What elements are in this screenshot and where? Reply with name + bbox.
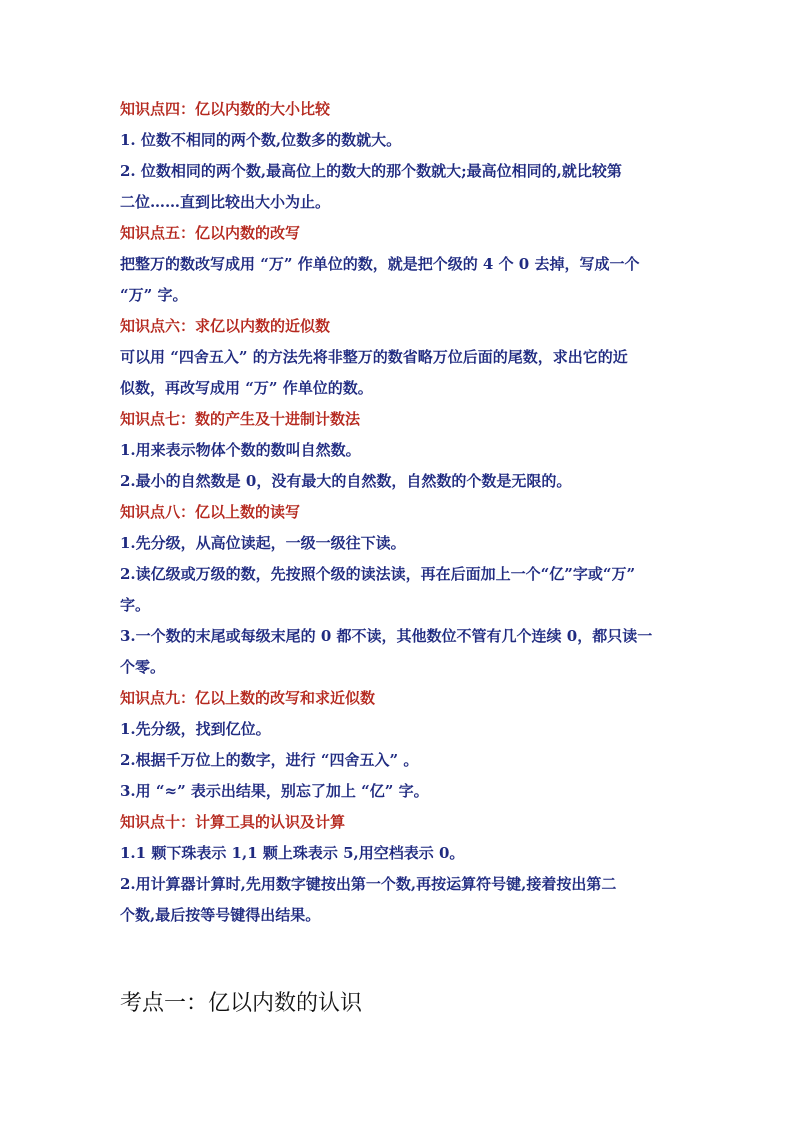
section-line: 3.用 “≈” 表示出结果，别忘了加上 “亿” 字。 [120, 782, 429, 800]
section-heading: 知识点十：计算工具的认识及计算 [120, 813, 346, 831]
section-line: 字。 [120, 596, 151, 614]
section-heading: 知识点四：亿以内数的大小比较 [120, 100, 331, 118]
section-heading: 知识点五：亿以内数的改写 [120, 224, 301, 242]
section-line: 二位……直到比较出大小为止。 [120, 193, 331, 211]
section-line: 个数,最后按等号键得出结果。 [120, 906, 321, 924]
section-line: “万” 字。 [120, 286, 188, 304]
section-line: 把整万的数改写成用 “万” 作单位的数，就是把个级的 4 个 0 去掉，写成一个 [120, 255, 640, 273]
section-heading: 知识点六：求亿以内数的近似数 [120, 317, 331, 335]
exam-point-title: 考点一：亿以内数的认识 [120, 991, 363, 1016]
section-line: 1.用来表示物体个数的数叫自然数。 [120, 441, 361, 459]
section-line: 1.先分级，从高位读起，一级一级往下读。 [120, 534, 406, 552]
section-line: 2.最小的自然数是 0，没有最大的自然数，自然数的个数是无限的。 [120, 472, 572, 490]
section-line: 似数，再改写成用 “万” 作单位的数。 [120, 379, 373, 397]
section-line: 1.1 颗下珠表示 1,1 颗上珠表示 5,用空档表示 0。 [120, 844, 465, 862]
section-heading: 知识点九：亿以上数的改写和求近似数 [120, 689, 376, 707]
section-line: 2.读亿级或万级的数，先按照个级的读法读，再在后面加上一个“亿”字或“万” [120, 565, 636, 583]
section-line: 2.根据千万位上的数字，进行 “四舍五入” 。 [120, 751, 419, 769]
section-line: 2. 位数相同的两个数,最高位上的数大的那个数就大;最高位相同的,就比较第 [120, 162, 622, 180]
section-line: 1. 位数不相同的两个数,位数多的数就大。 [120, 131, 402, 149]
section-line: 个零。 [120, 658, 166, 676]
section-line: 3.一个数的末尾或每级末尾的 0 都不读，其他数位不管有几个连续 0，都只读一 [120, 627, 653, 645]
section-line: 2.用计算器计算时,先用数字键按出第一个数,再按运算符号键,接着按出第二 [120, 875, 617, 893]
section-line: 可以用 “四舍五入” 的方法先将非整万的数省略万位后面的尾数，求出它的近 [120, 348, 628, 366]
knowledge-points [120, 94, 680, 931]
section-heading: 知识点八：亿以上数的读写 [120, 503, 301, 521]
section-line: 1.先分级，找到亿位。 [120, 720, 271, 738]
section-heading: 知识点七：数的产生及十进制计数法 [120, 410, 361, 428]
